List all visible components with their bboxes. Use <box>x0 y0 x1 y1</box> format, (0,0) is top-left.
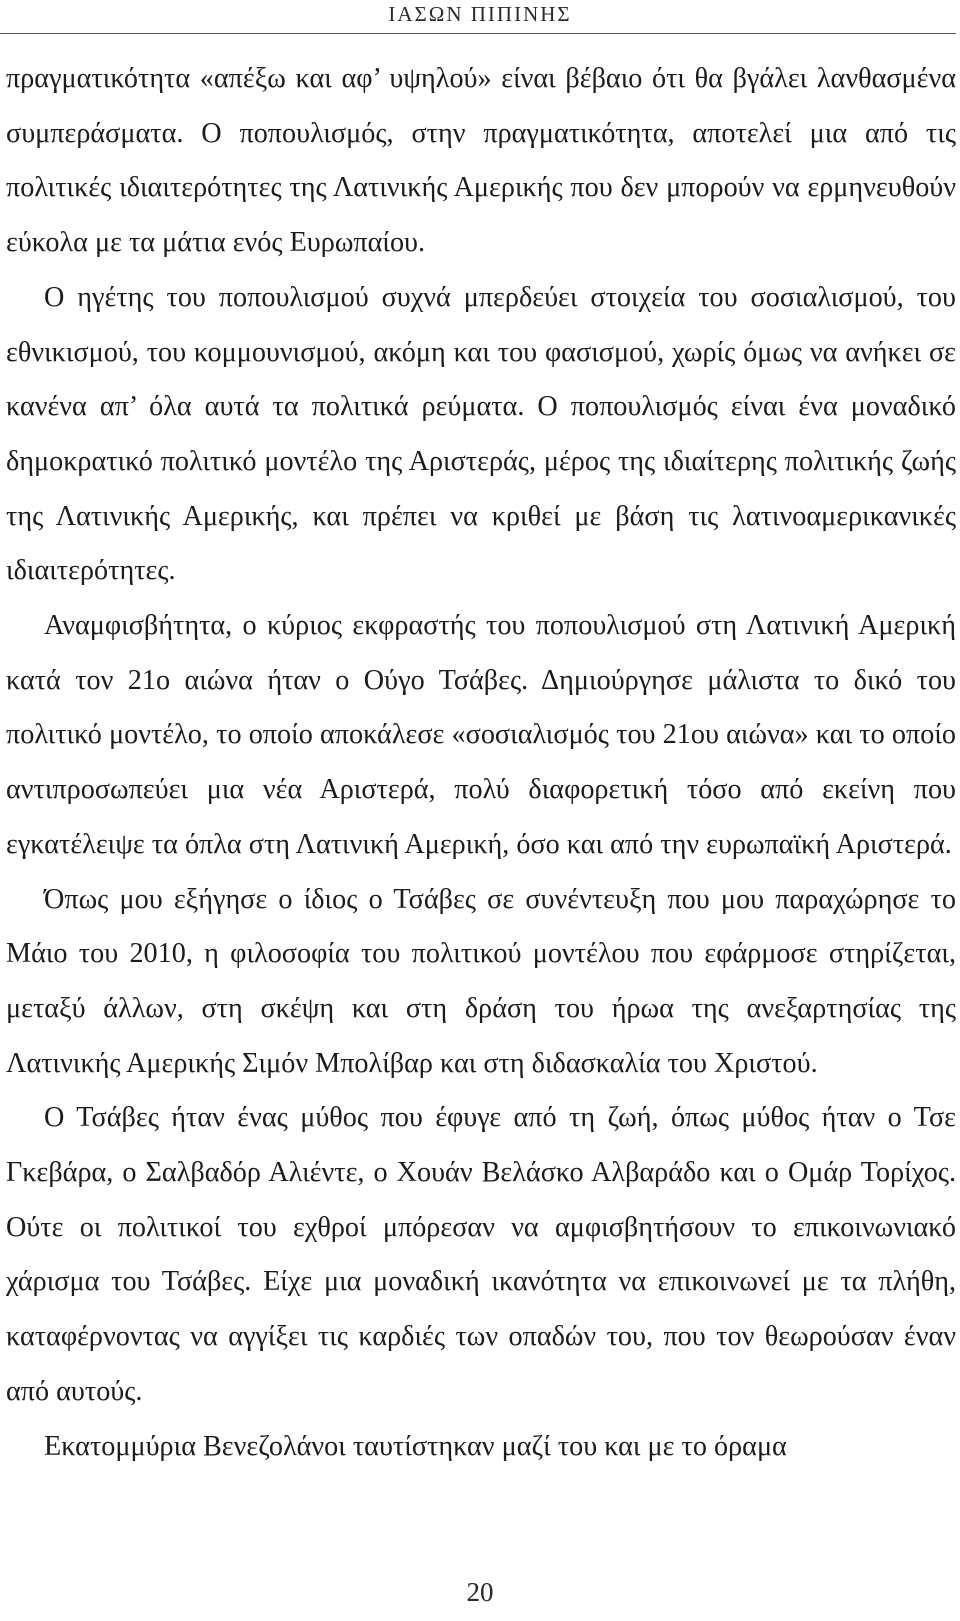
paragraph: Ο ηγέτης του ποπουλισμού συχνά μπερδεύει στοιχεία του σοσιαλισμού, του εθνικισμού, του κομμουνισμού, ακόμη και του φασισμού, χωρίς όμως να ανήκει σε κανένα απ’ όλα αυτά τα πολιτικά ρεύματα. Ο ποπουλισμός είναι ένα μοναδικό δημοκρατικό πολιτικό μοντέλο της Αριστεράς, μέρος της ιδιαίτερης πολιτικής ζωής της Λατινικής Αμερικής, και πρέπει να κριθεί με βάση τις λατινοαμερικανικές ιδιαιτερότητες. <box>6 281 956 587</box>
paragraph: πραγματικότητα «απέξω και αφ’ υψηλού» είναι βέβαιο ότι θα βγάλει λανθασμένα συμπεράσματα. Ο ποπουλισμός, στην πραγματικότητα, αποτελεί μια από τις πολιτικές ιδιαιτερότητες της Λατινικής Αμερικής που δεν μπορούν να ερμηνευθούν εύκολα με τα μάτια ενός Ευρωπαίου. <box>6 63 956 259</box>
paragraph: Εκατομμύρια Βενεζολάνοι ταυτίστηκαν μαζί του και με το όραμα <box>44 1430 787 1462</box>
page-number: 20 <box>466 1577 494 1607</box>
header-rule <box>0 33 956 34</box>
paragraph: Όπως μου εξήγησε ο ίδιος ο Τσάβες σε συνέντευξη που μου παραχώρησε το Μάιο του 2010, η φιλοσοφία του πολιτικού μοντέλου που εφάρμοσε στηρίζεται, μεταξύ άλλων, στη σκέψη και στη δράση του ήρωα της ανεξαρτησίας της Λατινικής Αμερικής Σιμόν Μπολίβαρ και στη διδασκαλία του Χριστού. <box>6 883 956 1079</box>
paragraph: Ο Τσάβες ήταν ένας μύθος που έφυγε από τη ζωή, όπως μύθος ήταν ο Τσε Γκεβάρα, ο Σαλβαδόρ Αλιέντε, ο Χουάν Βελάσκο Αλβαράδο και ο Ομάρ Τορίχος. Ούτε οι πολιτικοί του εχθροί μπόρεσαν να αμφισβητήσουν το επικοινωνιακό χάρισμα του Τσάβες. Είχε μια μοναδική ικανότητα να επικοινωνεί με τα πλήθη, καταφέρνοντας να αγγίξει τις καρδιές των οπαδών του, που τον θεωρούσαν έναν από αυτούς. <box>6 1102 956 1407</box>
paragraph: Αναμφισβήτητα, ο κύριος εκφραστής του ποπουλισμού στη Λατινική Αμερική κατά τον 21ο αιώνα ήταν ο Ούγο Τσάβες. Δημιούργησε μάλιστα το δικό του πολιτικό μοντέλο, το οποίο αποκάλεσε «σοσιαλισμός του 21ου αιώνα» και το οποίο αντιπροσωπεύει μια νέα Αριστερά, πολύ διαφορετική τόσο από εκείνη που εγκατέλειψε τα όπλα στη Λατινική Αμερική, όσο και από την ευρωπαϊκή Αριστερά. <box>6 610 956 860</box>
body-text <box>6 52 956 1474</box>
running-head: ΙΑΣΩΝ ΠΙΠΙΝΗΣ <box>388 2 572 26</box>
